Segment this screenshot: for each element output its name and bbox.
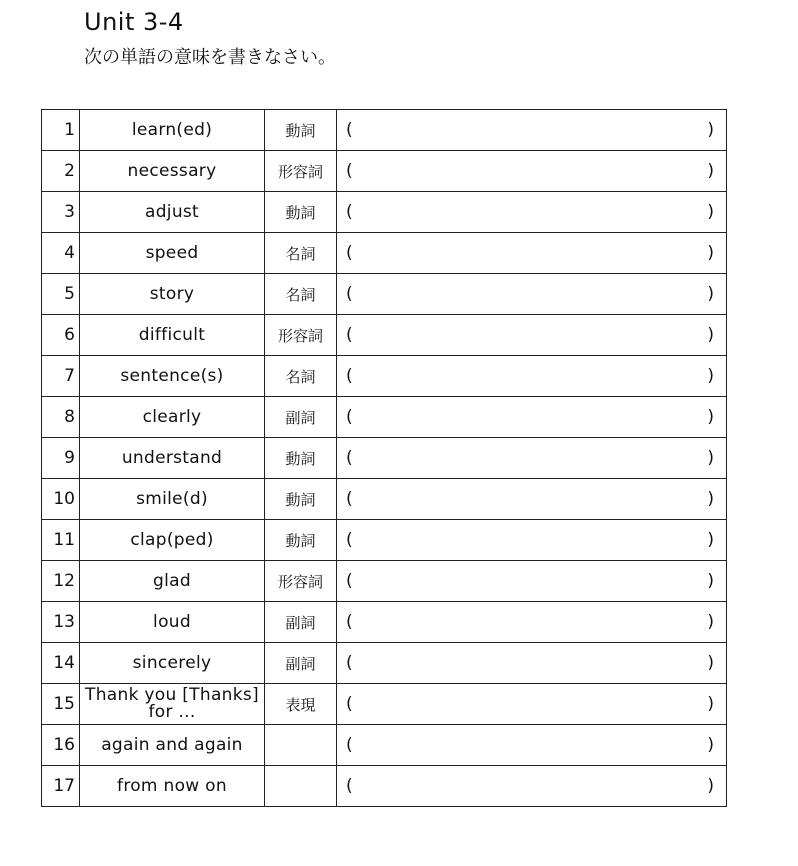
close-parenthesis: )	[707, 366, 714, 386]
table-row	[42, 561, 727, 602]
part-of-speech: 形容詞	[265, 561, 337, 602]
answer-blank[interactable]	[337, 725, 727, 766]
close-parenthesis: )	[707, 694, 714, 714]
row-number: 16	[42, 725, 80, 766]
row-number: 11	[42, 520, 80, 561]
part-of-speech: 副詞	[265, 643, 337, 684]
row-number: 10	[42, 479, 80, 520]
table-row	[42, 479, 727, 520]
table-row	[42, 110, 727, 151]
answer-blank[interactable]	[337, 397, 727, 438]
table-row	[42, 233, 727, 274]
row-number: 7	[42, 356, 80, 397]
row-number: 14	[42, 643, 80, 684]
open-parenthesis: (	[346, 366, 353, 386]
answer-blank[interactable]	[337, 561, 727, 602]
vocabulary-word: story	[80, 274, 265, 315]
close-parenthesis: )	[707, 202, 714, 222]
row-number: 9	[42, 438, 80, 479]
answer-blank[interactable]	[337, 438, 727, 479]
table-row	[42, 151, 727, 192]
open-parenthesis: (	[346, 571, 353, 591]
open-parenthesis: (	[346, 120, 353, 140]
vocabulary-word: glad	[80, 561, 265, 602]
table-row	[42, 315, 727, 356]
row-number: 6	[42, 315, 80, 356]
open-parenthesis: (	[346, 202, 353, 222]
close-parenthesis: )	[707, 448, 714, 468]
vocabulary-word: speed	[80, 233, 265, 274]
table-row	[42, 643, 727, 684]
open-parenthesis: (	[346, 284, 353, 304]
answer-blank[interactable]	[337, 233, 727, 274]
vocabulary-word: sincerely	[80, 643, 265, 684]
part-of-speech: 名詞	[265, 274, 337, 315]
vocabulary-word: again and again	[80, 725, 265, 766]
close-parenthesis: )	[707, 571, 714, 591]
vocabulary-table	[41, 109, 727, 807]
open-parenthesis: (	[346, 243, 353, 263]
row-number: 12	[42, 561, 80, 602]
vocabulary-word: learn(ed)	[80, 110, 265, 151]
vocabulary-word: necessary	[80, 151, 265, 192]
part-of-speech: 動詞	[265, 479, 337, 520]
answer-blank[interactable]	[337, 192, 727, 233]
open-parenthesis: (	[346, 776, 353, 796]
close-parenthesis: )	[707, 407, 714, 427]
answer-blank[interactable]	[337, 356, 727, 397]
part-of-speech: 動詞	[265, 520, 337, 561]
table-row	[42, 725, 727, 766]
open-parenthesis: (	[346, 407, 353, 427]
row-number: 17	[42, 766, 80, 807]
vocabulary-word: loud	[80, 602, 265, 643]
part-of-speech	[265, 725, 337, 766]
open-parenthesis: (	[346, 694, 353, 714]
answer-blank[interactable]	[337, 110, 727, 151]
row-number: 1	[42, 110, 80, 151]
close-parenthesis: )	[707, 735, 714, 755]
close-parenthesis: )	[707, 530, 714, 550]
part-of-speech: 副詞	[265, 602, 337, 643]
part-of-speech: 動詞	[265, 192, 337, 233]
close-parenthesis: )	[707, 120, 714, 140]
table-row	[42, 274, 727, 315]
answer-blank[interactable]	[337, 274, 727, 315]
open-parenthesis: (	[346, 448, 353, 468]
table-row	[42, 602, 727, 643]
vocabulary-word: adjust	[80, 192, 265, 233]
row-number: 3	[42, 192, 80, 233]
row-number: 4	[42, 233, 80, 274]
part-of-speech: 名詞	[265, 356, 337, 397]
row-number: 8	[42, 397, 80, 438]
part-of-speech: 表現	[265, 684, 337, 725]
answer-blank[interactable]	[337, 315, 727, 356]
answer-blank[interactable]	[337, 602, 727, 643]
answer-blank[interactable]	[337, 684, 727, 725]
vocabulary-word: clearly	[80, 397, 265, 438]
part-of-speech: 形容詞	[265, 151, 337, 192]
table-row	[42, 766, 727, 807]
vocabulary-word: understand	[80, 438, 265, 479]
close-parenthesis: )	[707, 776, 714, 796]
answer-blank[interactable]	[337, 643, 727, 684]
answer-blank[interactable]	[337, 520, 727, 561]
table-row	[42, 520, 727, 561]
part-of-speech: 名詞	[265, 233, 337, 274]
row-number: 15	[42, 684, 80, 725]
row-number: 5	[42, 274, 80, 315]
vocabulary-word: difficult	[80, 315, 265, 356]
open-parenthesis: (	[346, 530, 353, 550]
part-of-speech: 副詞	[265, 397, 337, 438]
close-parenthesis: )	[707, 612, 714, 632]
row-number: 13	[42, 602, 80, 643]
close-parenthesis: )	[707, 653, 714, 673]
instruction-text: 次の単語の意味を書きなさい。	[84, 47, 336, 68]
open-parenthesis: (	[346, 612, 353, 632]
close-parenthesis: )	[707, 325, 714, 345]
table-row	[42, 356, 727, 397]
open-parenthesis: (	[346, 325, 353, 345]
open-parenthesis: (	[346, 735, 353, 755]
row-number: 2	[42, 151, 80, 192]
table-row	[42, 192, 727, 233]
close-parenthesis: )	[707, 161, 714, 181]
part-of-speech: 形容詞	[265, 315, 337, 356]
vocabulary-table-body	[42, 110, 727, 807]
close-parenthesis: )	[707, 243, 714, 263]
answer-blank[interactable]	[337, 766, 727, 807]
vocabulary-word: from now on	[80, 766, 265, 807]
answer-blank[interactable]	[337, 151, 727, 192]
close-parenthesis: )	[707, 284, 714, 304]
table-row	[42, 438, 727, 479]
part-of-speech: 動詞	[265, 438, 337, 479]
vocabulary-word: smile(d)	[80, 479, 265, 520]
vocabulary-word: sentence(s)	[80, 356, 265, 397]
close-parenthesis: )	[707, 489, 714, 509]
part-of-speech	[265, 766, 337, 807]
open-parenthesis: (	[346, 161, 353, 181]
answer-blank[interactable]	[337, 479, 727, 520]
table-row	[42, 684, 727, 725]
vocabulary-word: Thank you [Thanks] for ...	[80, 684, 265, 725]
part-of-speech: 動詞	[265, 110, 337, 151]
open-parenthesis: (	[346, 653, 353, 673]
vocabulary-word: clap(ped)	[80, 520, 265, 561]
table-row	[42, 397, 727, 438]
page-title: Unit 3-4	[84, 8, 184, 36]
open-parenthesis: (	[346, 489, 353, 509]
